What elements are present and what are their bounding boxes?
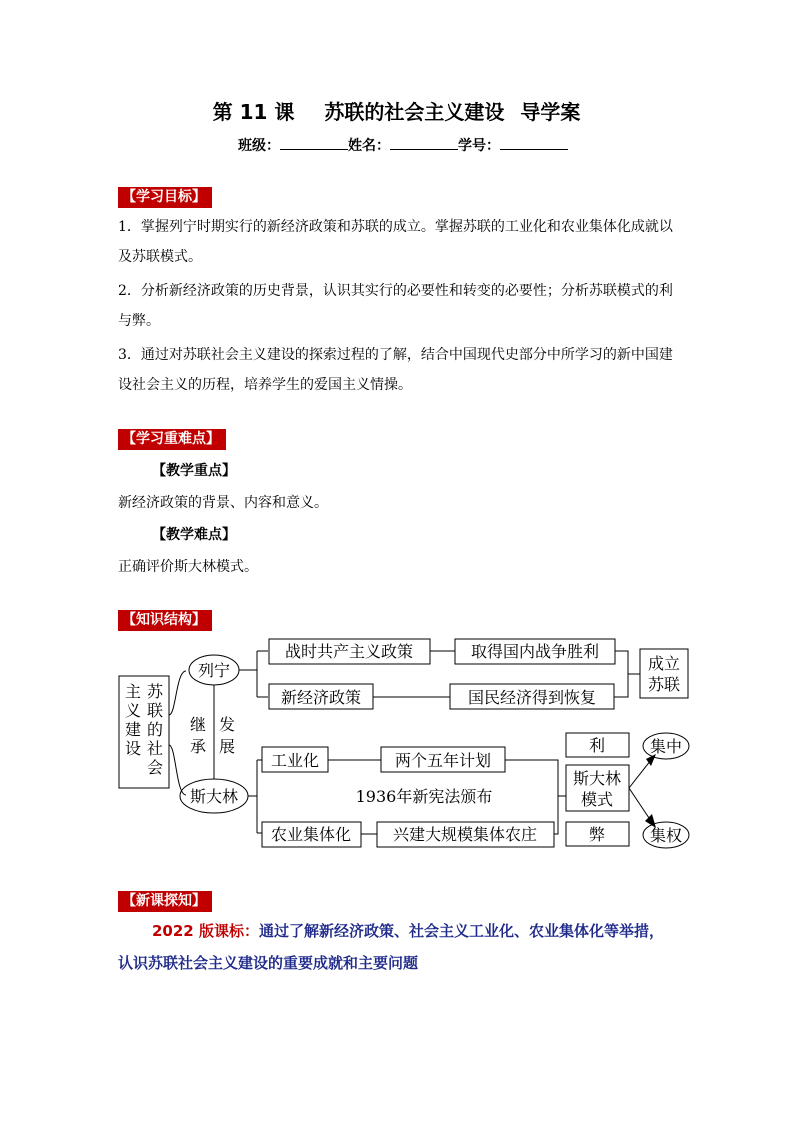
collective-farms-label: 兴建大规模集体农庄: [392, 825, 538, 844]
curriculum-standard-label: 2022 版课标：: [152, 922, 259, 940]
recovery-label: 国民经济得到恢复: [467, 688, 597, 707]
curriculum-standard-text-1: 通过了解新经济政策、社会主义工业化、农业集体化等举措，: [258, 922, 664, 940]
root-char-6: 主: [125, 682, 142, 701]
student-id-label: 学号：: [458, 138, 500, 154]
founding-label-2: 苏联: [647, 675, 681, 694]
focus-label: 【教学重点】: [152, 463, 236, 479]
root-char-7: 义: [125, 701, 142, 720]
objective-item-1: 1．掌握列宁时期实行的新经济政策和苏联的成立。掌握苏联的工业化和农业集体化成就以及苏联模式。: [118, 219, 673, 265]
difficulty-text: 正确评价斯大林模式。: [118, 559, 258, 575]
difficulty-label: 【教学难点】: [152, 527, 236, 543]
root-char-3: 的: [147, 720, 164, 739]
civil-war-label: 取得国内战争胜利: [470, 642, 600, 661]
curriculum-standard: [118, 915, 698, 979]
develop-char-2: 展: [219, 737, 236, 756]
stalin-model-label-1: 斯大林: [572, 769, 622, 788]
collectivization-label: 农业集体化: [270, 825, 352, 844]
industrialization-label: 工业化: [270, 751, 320, 770]
focus-text: 新经济政策的背景、内容和意义。: [118, 495, 328, 511]
stalin-bracket: [248, 760, 262, 833]
root-char-5: 会: [147, 758, 164, 777]
lesson-number: 第 11 课: [212, 100, 295, 124]
to-model-bracket: [505, 760, 566, 834]
root-char-8: 建: [125, 720, 142, 739]
objectives-tag: 【学习目标】: [118, 187, 212, 208]
arrow-to-centralized: [629, 760, 651, 788]
name-label: 姓名：: [348, 138, 390, 154]
new-lesson-tag: 【新课探知】: [118, 891, 212, 912]
stalin-label: 斯大林: [189, 787, 239, 806]
nep-label: 新经济政策: [280, 688, 362, 707]
develop-char-1: 发: [219, 715, 236, 734]
to-founding-bracket: [614, 651, 640, 697]
war-communism-label: 战时共产主义政策: [284, 642, 414, 661]
lenin-label: 列宁: [197, 661, 231, 680]
root-char-1: 苏: [147, 682, 164, 701]
lenin-bracket: [239, 651, 268, 697]
five-year-label: 两个五年计划: [394, 751, 492, 770]
root-to-lenin-line: [169, 671, 186, 715]
advantage-label: 利: [588, 736, 606, 755]
centralized-label: 集中: [649, 737, 683, 756]
curriculum-standard-line-2: 认识苏联社会主义建设的重要成就和主要问题: [118, 954, 419, 972]
lesson-subtitle: 导学案: [520, 100, 581, 124]
root-to-stalin-line: [169, 745, 186, 795]
constitution-label: 1936年新宪法颁布: [355, 787, 493, 806]
objective-item-2: 2．分析新经济政策的历史背景，认识其实行的必要性和转变的必要性；分析苏联模式的利与弊。: [118, 283, 673, 329]
curriculum-standard-line-1: [118, 915, 698, 947]
founding-label-1: 成立: [647, 654, 681, 673]
root-char-2: 联: [147, 701, 164, 720]
objective-item-3: 3．通过对苏联社会主义建设的探索过程的了解，结合中国现代史部分中所学习的新中国建设社会主义的历程，培养学生的爱国主义情操。: [118, 347, 673, 393]
disadvantage-label: 弊: [588, 825, 606, 844]
concentrated-label: 集权: [649, 826, 683, 845]
keypoints-tag: 【学习重难点】: [118, 429, 226, 450]
inherit-char-2: 承: [190, 737, 207, 756]
lesson-title: 苏联的社会主义建设: [324, 100, 505, 124]
stalin-model-label-2: 模式: [580, 790, 614, 809]
inherit-char-1: 继: [190, 715, 207, 734]
root-char-9: 设: [125, 739, 142, 758]
class-label: 班级：: [238, 138, 280, 154]
structure-tag: 【知识结构】: [118, 610, 212, 631]
root-char-4: 社: [147, 739, 164, 758]
arrow-to-concentrated: [629, 788, 651, 821]
